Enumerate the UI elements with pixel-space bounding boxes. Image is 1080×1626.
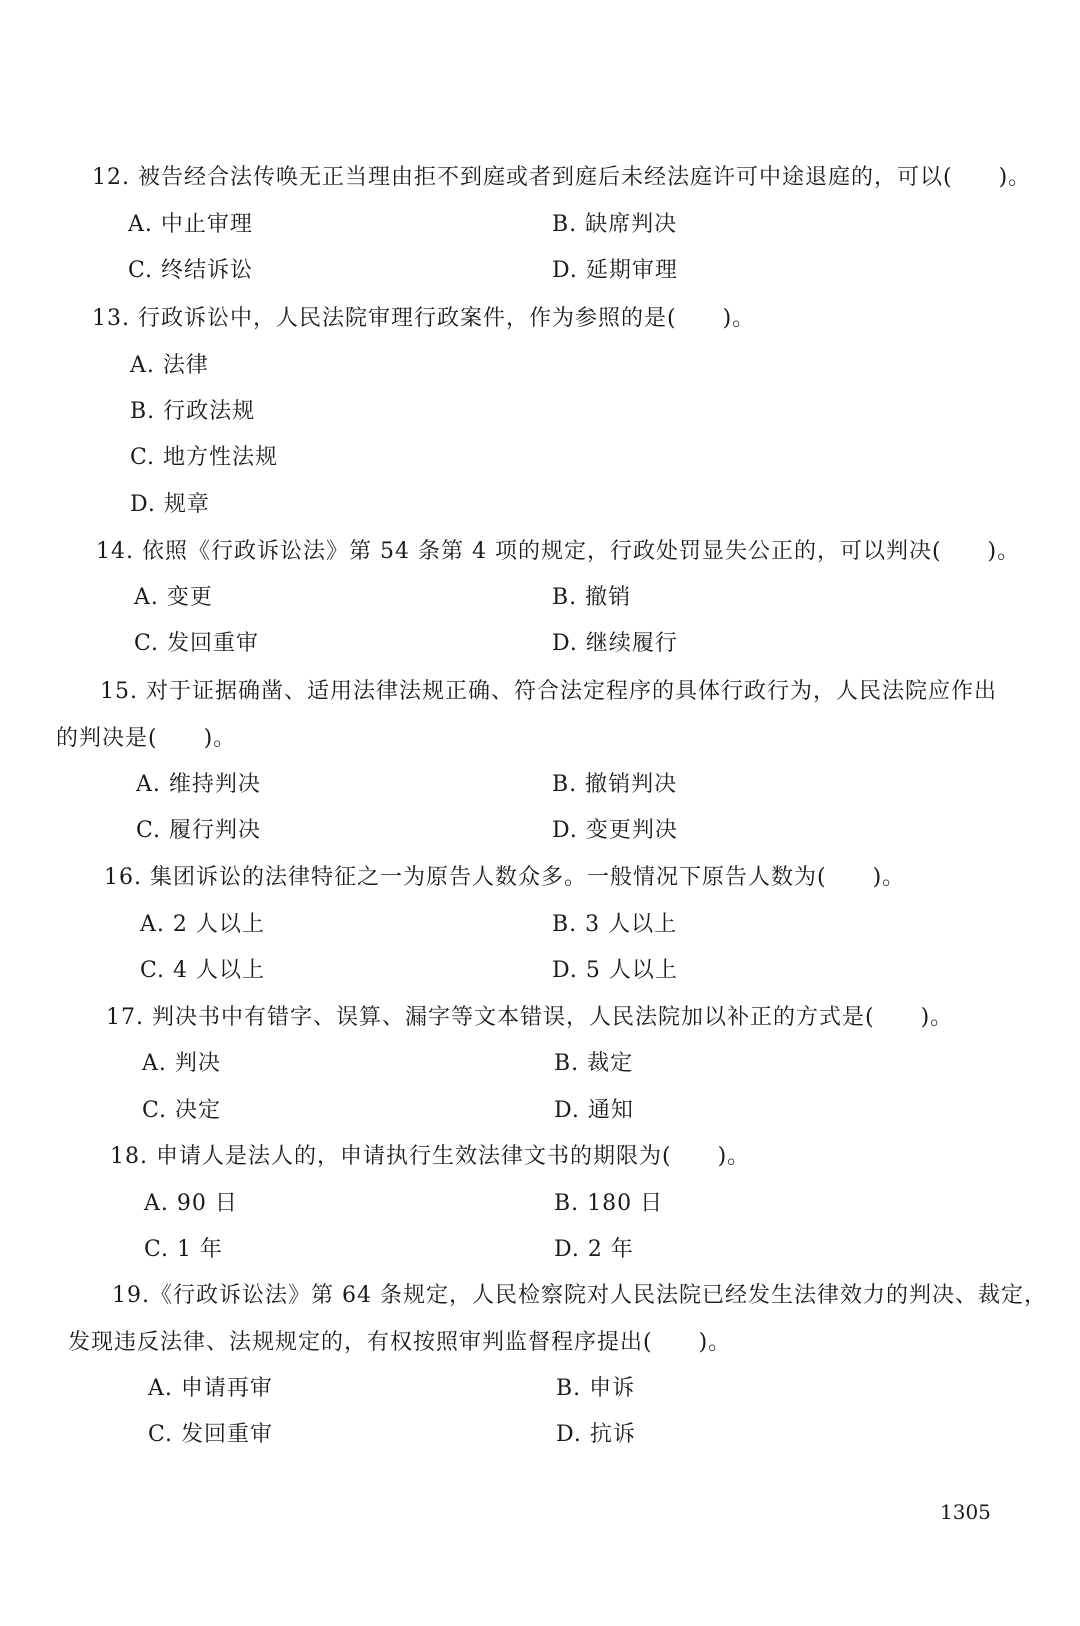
question-18-option-c: C. 1 年 (144, 1237, 224, 1262)
question-16-stem: 16. 集团诉讼的法律特征之一为原告人数众多。一般情况下原告人数为( )。 (104, 865, 906, 890)
question-16-option-d: D. 5 人以上 (552, 958, 678, 983)
question-18-option-d: D. 2 年 (554, 1237, 634, 1262)
question-15-stem-line2: 的判决是( )。 (56, 726, 237, 751)
question-12-stem: 12. 被告经合法传唤无正当理由拒不到庭或者到庭后未经法庭许可中途退庭的，可以( )。 (92, 165, 1032, 190)
question-19-option-a: A. 申请再审 (148, 1376, 273, 1401)
question-19-option-b: B. 申诉 (556, 1376, 636, 1401)
question-17-option-b: B. 裁定 (554, 1051, 634, 1076)
question-19-stem-line2: 发现违反法律、法规规定的，有权按照审判监督程序提出( )。 (68, 1330, 732, 1355)
question-13-option-b: B. 行政法规 (130, 399, 256, 424)
question-15-stem-line1: 15. 对于证据确凿、适用法律法规正确、符合法定程序的具体行政行为，人民法院应作出 (100, 679, 997, 704)
question-12-option-b: B. 缺席判决 (552, 212, 678, 237)
question-17-option-d: D. 通知 (554, 1098, 634, 1123)
question-19-option-c: C. 发回重审 (148, 1422, 274, 1447)
question-14-option-a: A. 变更 (134, 585, 213, 610)
question-15-option-a: A. 维持判决 (136, 772, 261, 797)
question-14-stem: 14. 依照《行政诉讼法》第 54 条第 4 项的规定，行政处罚显失公正的，可以判决( )。 (96, 539, 1021, 564)
question-13-stem: 13. 行政诉讼中，人民法院审理行政案件，作为参照的是( )。 (92, 306, 756, 331)
question-16-option-c: C. 4 人以上 (140, 958, 266, 983)
question-15-option-d: D. 变更判决 (552, 818, 678, 843)
question-13-option-c: C. 地方性法规 (130, 445, 279, 470)
question-18-option-a: A. 90 日 (144, 1191, 238, 1216)
question-17-stem: 17. 判决书中有错字、误算、漏字等文本错误，人民法院加以补正的方式是( )。 (106, 1005, 954, 1030)
question-14-option-c: C. 发回重审 (134, 631, 260, 656)
page-number: 1305 (940, 1500, 991, 1524)
question-15-option-b: B. 撤销判决 (552, 772, 678, 797)
question-14-option-d: D. 继续履行 (552, 631, 678, 656)
question-12-option-a: A. 中止审理 (128, 212, 253, 237)
question-18-option-b: B. 180 日 (554, 1191, 664, 1216)
question-12-option-c: C. 终结诉讼 (128, 258, 254, 283)
question-12-option-d: D. 延期审理 (552, 258, 678, 283)
question-19-stem-line1: 19.《行政诉讼法》第 64 条规定，人民检察院对人民法院已经发生法律效力的判决、裁定， (112, 1283, 1047, 1308)
question-19-option-d: D. 抗诉 (556, 1422, 636, 1447)
question-16-option-a: A. 2 人以上 (140, 912, 265, 937)
question-18-stem: 18. 申请人是法人的，申请执行生效法律文书的期限为( )。 (110, 1144, 751, 1169)
question-17-option-c: C. 决定 (142, 1098, 222, 1123)
question-16-option-b: B. 3 人以上 (552, 912, 678, 937)
question-14-option-b: B. 撤销 (552, 585, 632, 610)
question-15-option-c: C. 履行判决 (136, 818, 262, 843)
question-13-option-d: D. 规章 (130, 492, 210, 517)
question-17-option-a: A. 判决 (142, 1051, 221, 1076)
question-13-option-a: A. 法律 (130, 353, 209, 378)
